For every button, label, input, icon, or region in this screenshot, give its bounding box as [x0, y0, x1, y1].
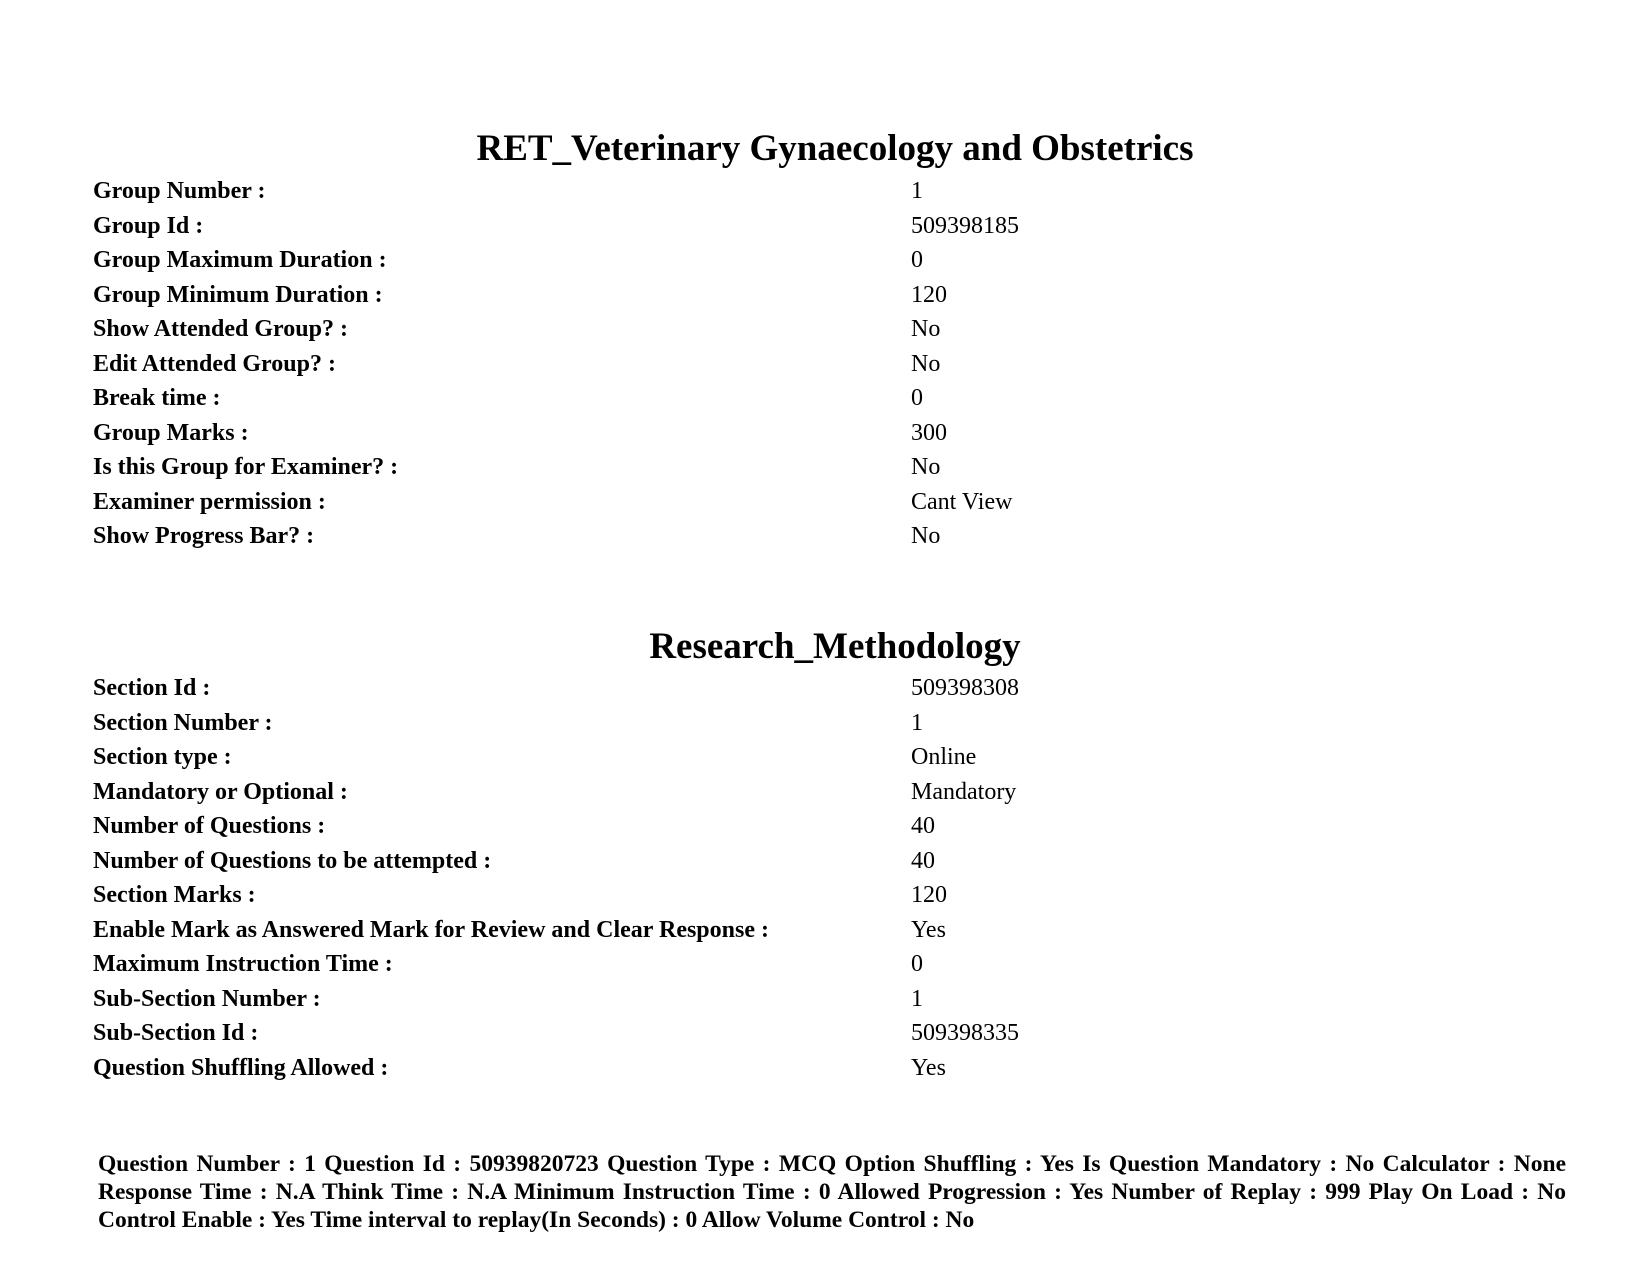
section-title: Research_Methodology: [649, 626, 1021, 667]
break-time-label: Break time :: [93, 385, 221, 411]
section-marks-value: 120: [911, 882, 947, 908]
section-type-label: Section type :: [93, 744, 232, 770]
questions-to-attempt-label: Number of Questions to be attempted :: [93, 847, 492, 874]
max-instruction-time-value: 0: [911, 951, 923, 977]
group-marks-row: [93, 416, 1019, 451]
group-max-duration-row: [93, 243, 1019, 278]
show-progress-bar-row: [93, 519, 1019, 554]
break-time-value: 0: [911, 385, 923, 411]
section-marks-label: Section Marks :: [93, 882, 256, 908]
group-for-examiner-value: No: [911, 454, 941, 480]
number-of-questions-value: 40: [911, 813, 935, 839]
section-type-row: [93, 740, 1019, 775]
mandatory-optional-row: [93, 775, 1019, 810]
group-number-value: 1: [911, 178, 923, 204]
show-attended-group-label: Show Attended Group? :: [93, 316, 348, 342]
section-id-label: Section Id :: [93, 675, 211, 701]
question-info: Question Number : 1 Question Id : 50939820723 Question Type : MCQ Option Shuffling : Yes Is Question Mandatory : No Calculator : None Response Time : N.A Think Time : N.A Minimum Instruction Time : 0 Allowed Progression : Yes Number of Replay : 999 Play On Load : No Control Enable : Yes Time interval to replay(In Seconds) : 0 Allow Volume Control : No: [98, 1150, 1566, 1233]
number-of-questions-label: Number of Questions :: [93, 813, 326, 839]
examiner-permission-row: [93, 485, 1019, 520]
show-progress-bar-label: Show Progress Bar? :: [93, 523, 315, 549]
group-min-duration-label: Group Minimum Duration :: [93, 281, 383, 308]
section-marks-row: [93, 878, 1019, 913]
questions-to-attempt-value: 40: [911, 847, 935, 874]
show-attended-group-value: No: [911, 316, 941, 342]
max-instruction-time-row: [93, 947, 1019, 982]
group-details-table: [93, 174, 1019, 554]
questions-to-attempt-row: [93, 844, 1019, 879]
sub-section-number-value: 1: [911, 985, 923, 1012]
section-number-label: Section Number :: [93, 709, 273, 736]
max-instruction-time-label: Maximum Instruction Time :: [93, 951, 393, 977]
sub-section-number-label: Sub-Section Number :: [93, 985, 321, 1012]
enable-mark-review-value: Yes: [911, 916, 946, 943]
group-marks-value: 300: [911, 419, 947, 446]
mandatory-optional-label: Mandatory or Optional :: [93, 778, 348, 805]
group-title: RET_Veterinary Gynaecology and Obstetrics: [476, 128, 1194, 169]
group-for-examiner-row: [93, 450, 1019, 485]
group-number-label: Group Number :: [93, 178, 266, 204]
number-of-questions-row: [93, 809, 1019, 844]
section-number-value: 1: [911, 709, 923, 736]
show-attended-group-row: [93, 312, 1019, 347]
question-shuffling-row: [93, 1051, 1019, 1086]
group-min-duration-value: 120: [911, 281, 947, 308]
group-marks-label: Group Marks :: [93, 419, 249, 446]
group-max-duration-label: Group Maximum Duration :: [93, 247, 387, 273]
group-min-duration-row: [93, 278, 1019, 313]
mandatory-optional-value: Mandatory: [911, 778, 1017, 805]
show-progress-bar-value: No: [911, 523, 941, 549]
enable-mark-review-label: Enable Mark as Answered Mark for Review and Clear Response :: [93, 916, 769, 943]
section-id-row: [93, 671, 1019, 706]
edit-attended-group-label: Edit Attended Group? :: [93, 350, 336, 377]
edit-attended-group-row: [93, 347, 1019, 382]
section-number-row: [93, 706, 1019, 741]
section-type-value: Online: [911, 744, 977, 770]
group-number-row: [93, 174, 1019, 209]
section-id-value: 509398308: [911, 675, 1019, 701]
edit-attended-group-value: No: [911, 350, 941, 377]
question-shuffling-label: Question Shuffling Allowed :: [93, 1054, 389, 1081]
sub-section-id-label: Sub-Section Id :: [93, 1020, 259, 1046]
group-id-value: 509398185: [911, 212, 1019, 239]
examiner-permission-label: Examiner permission :: [93, 488, 326, 515]
section-details-table: [93, 671, 1019, 1085]
group-for-examiner-label: Is this Group for Examiner? :: [93, 454, 399, 480]
sub-section-id-row: [93, 1016, 1019, 1051]
group-id-row: [93, 209, 1019, 244]
examiner-permission-value: Cant View: [911, 488, 1013, 515]
group-max-duration-value: 0: [911, 247, 923, 273]
break-time-row: [93, 381, 1019, 416]
group-id-label: Group Id :: [93, 212, 204, 239]
enable-mark-review-row: [93, 913, 1019, 948]
question-shuffling-value: Yes: [911, 1054, 946, 1081]
sub-section-id-value: 509398335: [911, 1020, 1019, 1046]
sub-section-number-row: [93, 982, 1019, 1017]
